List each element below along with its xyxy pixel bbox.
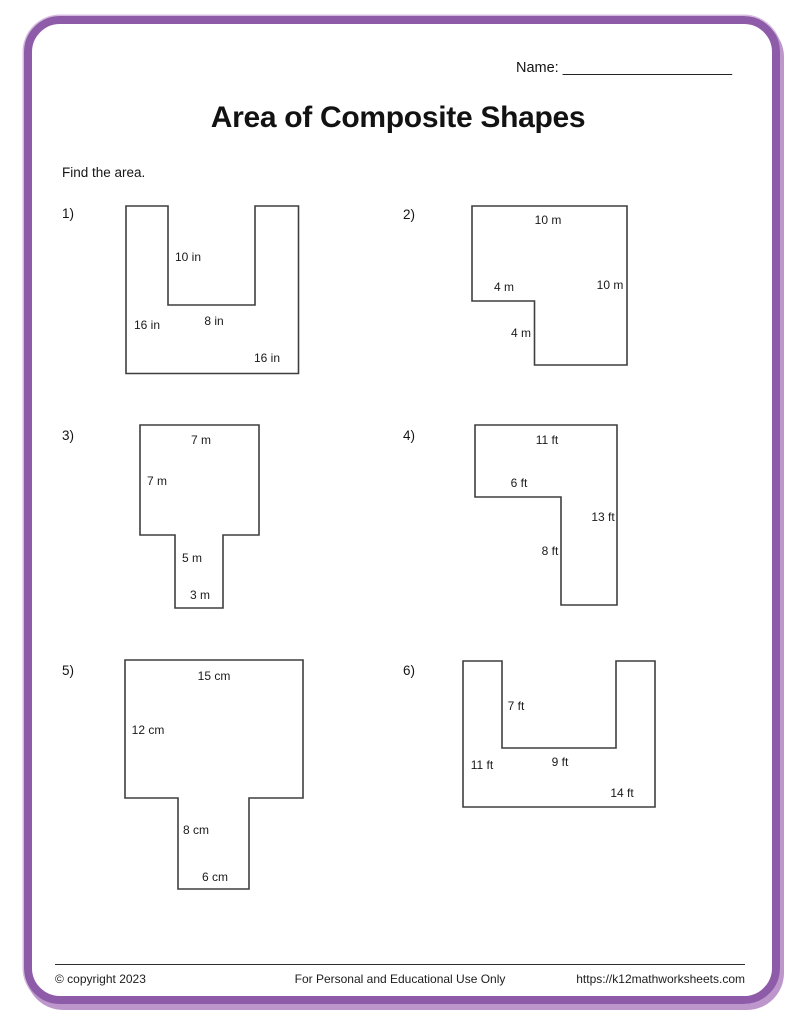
problem-4-number: 4) bbox=[403, 428, 416, 443]
dimension-label: 16 in bbox=[133, 318, 161, 332]
problem-3-shape-t bbox=[139, 424, 261, 610]
name-label: Name: bbox=[516, 60, 559, 76]
problem-2-number: 2) bbox=[403, 207, 416, 222]
name-row bbox=[516, 60, 732, 76]
dimension-label: 12 cm bbox=[131, 723, 165, 737]
dimension-label: 16 in bbox=[253, 351, 281, 365]
dimension-label: 8 cm bbox=[182, 823, 210, 837]
dimension-label: 7 m bbox=[190, 433, 212, 447]
problem-3-number: 3) bbox=[62, 428, 75, 443]
dimension-label: 8 ft bbox=[541, 544, 559, 558]
dimension-label: 15 cm bbox=[197, 669, 231, 683]
dimension-label: 10 in bbox=[174, 250, 202, 264]
dimension-label: 10 m bbox=[596, 278, 624, 292]
footer-usage-note: For Personal and Educational Use Only bbox=[294, 972, 506, 986]
composite-shape-outline bbox=[125, 660, 303, 889]
dimension-label: 14 ft bbox=[610, 786, 634, 800]
dimension-label: 9 ft bbox=[551, 755, 569, 769]
footer-copyright: © copyright 2023 bbox=[55, 972, 146, 986]
dimension-label: 6 cm bbox=[201, 870, 229, 884]
dimension-label: 13 ft bbox=[591, 510, 615, 524]
problem-5-shape-t bbox=[124, 659, 305, 891]
dimension-label: 6 ft bbox=[510, 476, 528, 490]
dimension-label: 11 ft bbox=[470, 758, 494, 772]
problem-1-number: 1) bbox=[62, 206, 75, 221]
instruction-text: Find the area. bbox=[62, 165, 146, 180]
dimension-label: 5 m bbox=[181, 551, 203, 565]
dimension-label: 4 m bbox=[510, 326, 532, 340]
dimension-label: 7 ft bbox=[507, 699, 525, 713]
dimension-label: 8 in bbox=[204, 314, 224, 328]
composite-shape-outline bbox=[140, 425, 259, 608]
dimension-label: 7 m bbox=[146, 474, 168, 488]
dimension-label: 10 m bbox=[534, 213, 562, 227]
page-title: Area of Composite Shapes bbox=[210, 101, 586, 134]
footer-divider bbox=[55, 964, 745, 965]
name-blank-line: _____________________ bbox=[562, 60, 733, 76]
footer-website-url: https://k12mathworksheets.com bbox=[576, 972, 745, 986]
problem-5-number: 5) bbox=[62, 663, 75, 678]
dimension-label: 11 ft bbox=[535, 433, 559, 447]
dimension-label: 4 m bbox=[493, 280, 515, 294]
problem-6-number: 6) bbox=[403, 663, 416, 678]
composite-shape-outline bbox=[126, 206, 299, 374]
dimension-label: 3 m bbox=[189, 588, 211, 602]
